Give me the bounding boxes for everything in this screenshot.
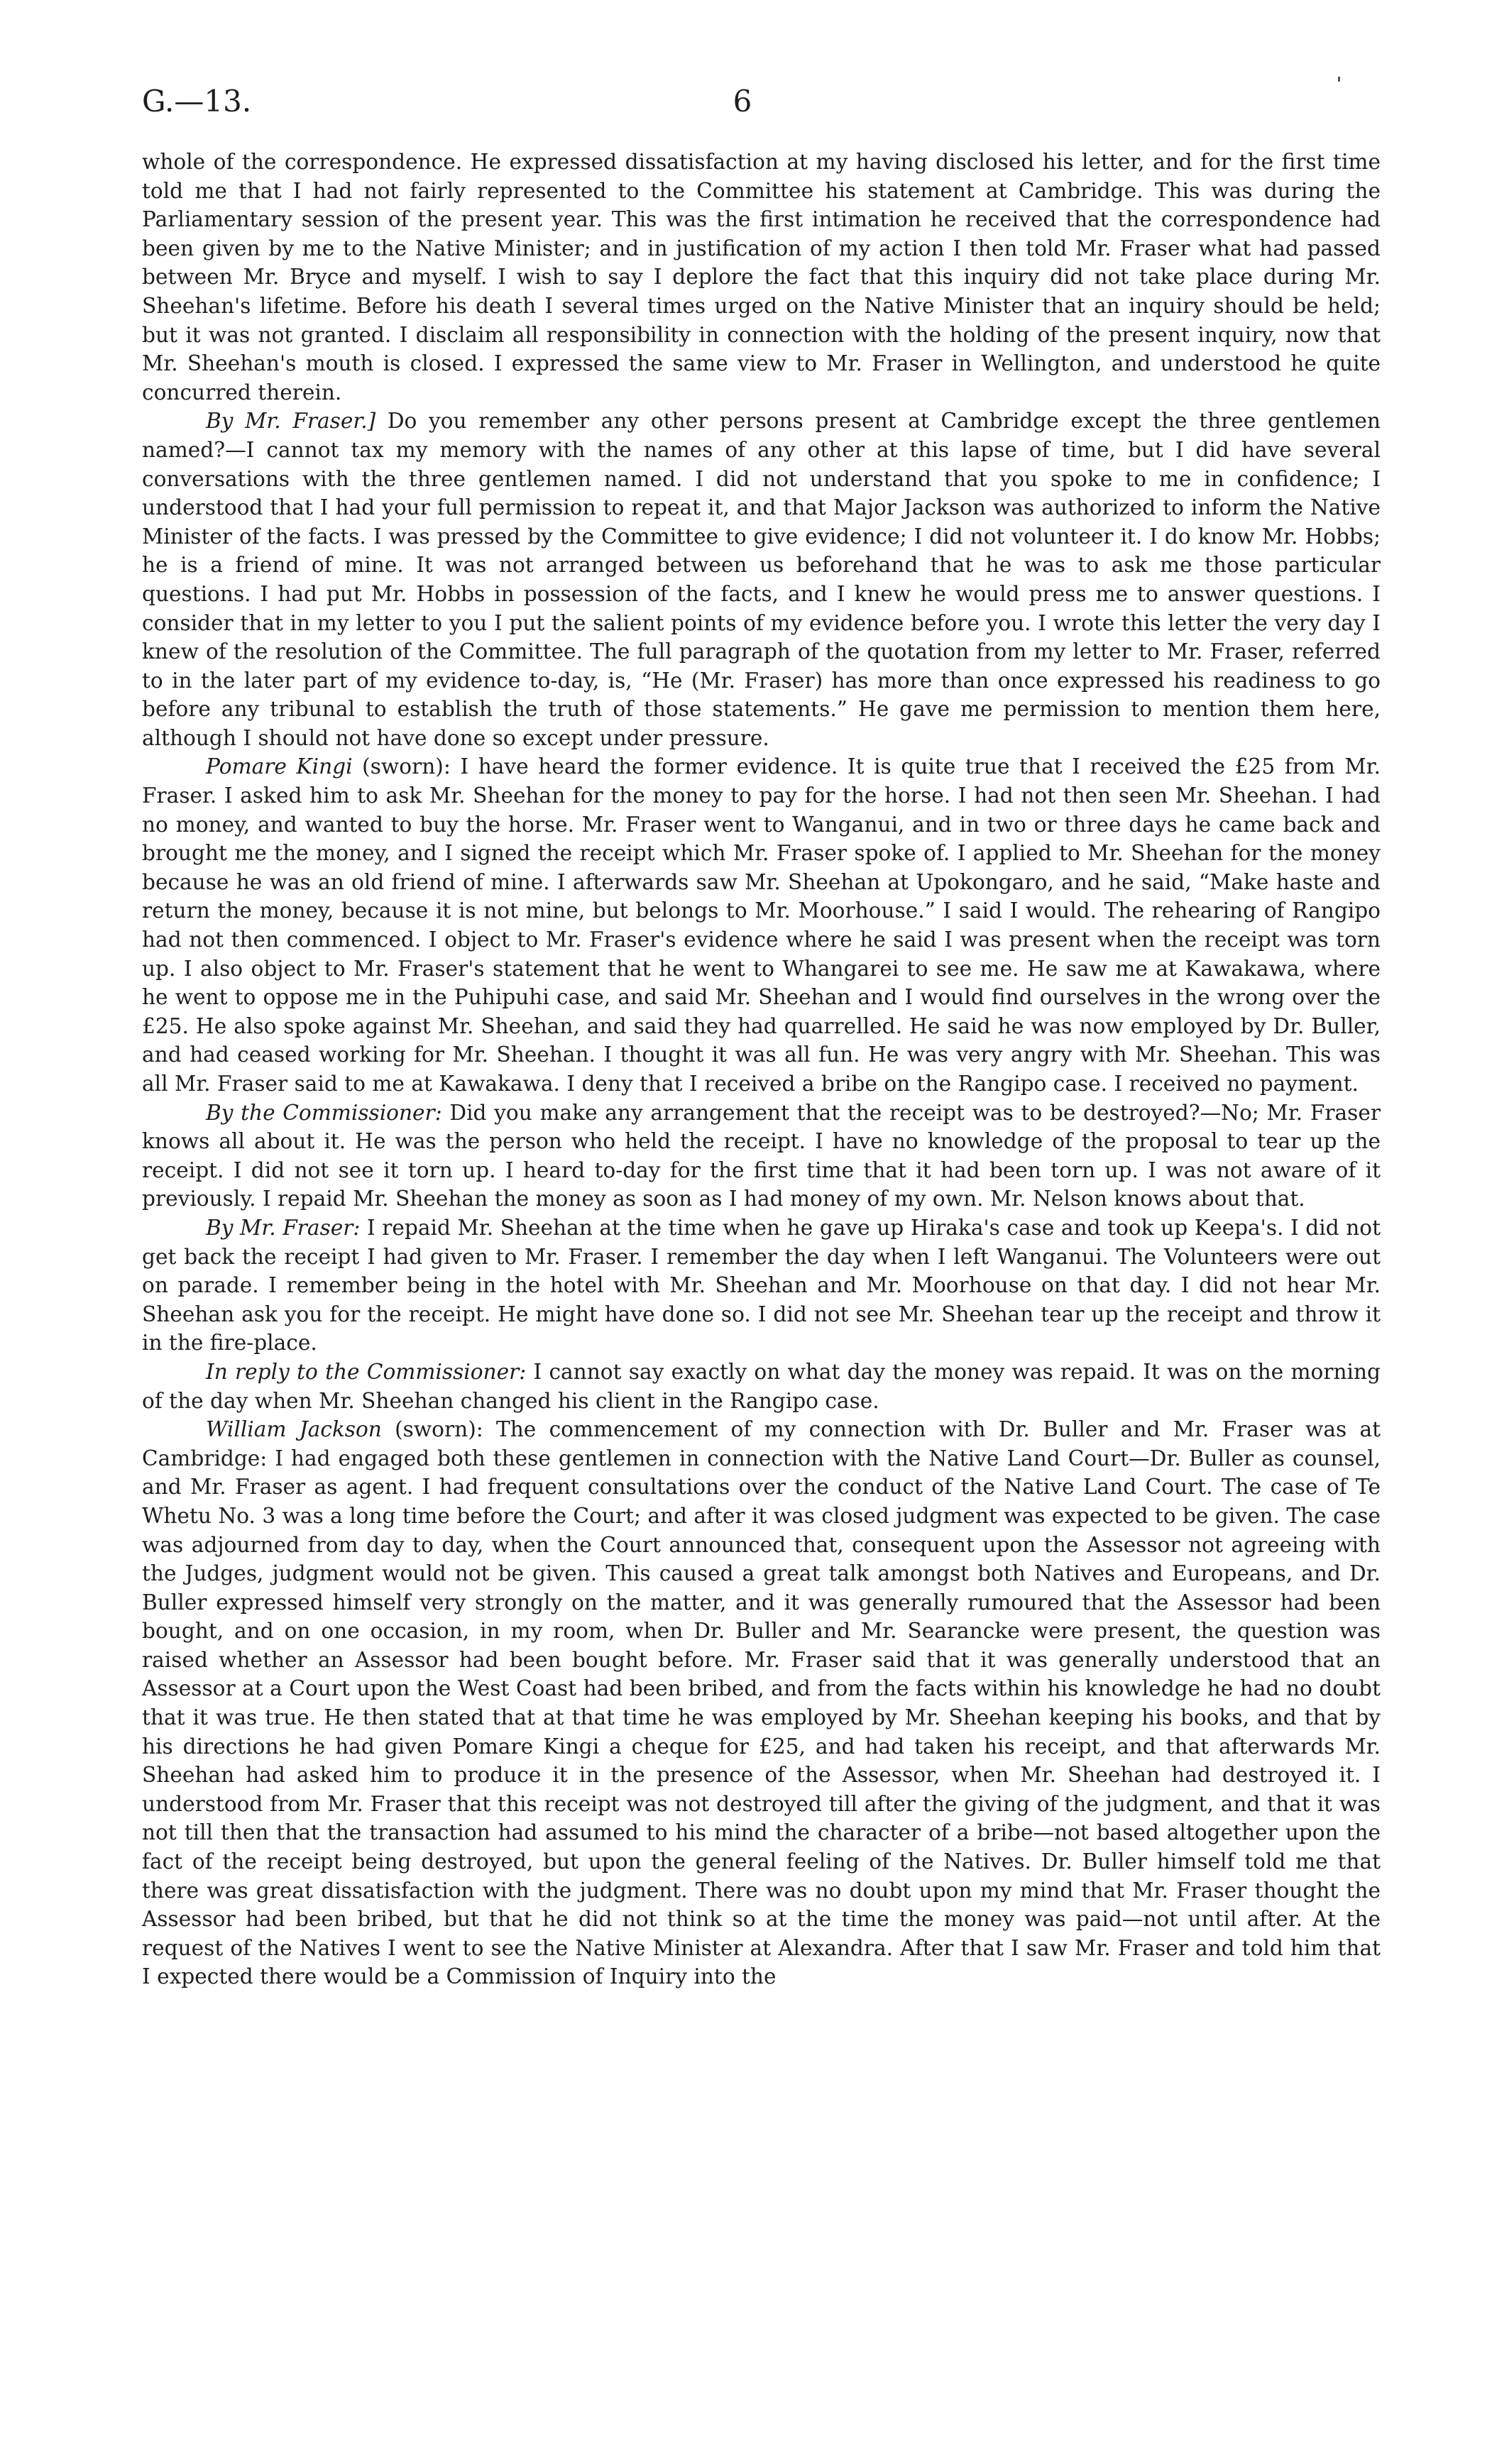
- speaker-label: William Jackson: [206, 1417, 382, 1442]
- document-reference: G.—13.: [142, 84, 252, 119]
- speaker-label: In reply to the Commissioner:: [206, 1359, 527, 1384]
- paragraph-text: I cannot say exactly on what day the money was repaid. It was on the morning of the day when Mr. Sheehan changed his client in the Rangipo case.: [142, 1359, 1381, 1413]
- paragraph-text: Did you make any arrangement that the receipt was to be destroyed?—No; Mr. Fraser knows all about it. He was the person who held the receipt. I have no knowledge of the proposal to tear up the receipt. I did not see it torn up. I heard to-day for the first time that it had been torn up. I was not aware of it previously. I repaid Mr. Sheehan the money as soon as I had money of my own. Mr. Nelson knows about that.: [142, 1100, 1381, 1211]
- paragraph-text: Do you remember any other persons present at Cambridge except the three gentlemen named?—I cannot tax my memory with the names of any other at this lapse of time, but I did have several conversations with the three gentlemen named. I did not understand that you spoke to me in confidence; I understood that I had your full permission to repeat it, and that Major Jackson was authorized to inform the Native Minister of the facts. I was pressed by the Committee to give evidence; I did not volunteer it. I do know Mr. Hobbs; he is a friend of mine. It was not arranged between us beforehand that he was to ask me those particular questions. I had put Mr. Hobbs in possession of the facts, and I knew he would press me to answer questions. I consider that in my letter to you I put the salient points of my evidence before you. I wrote this letter the very day I knew of the resolution of the Committee. The full paragraph of the quotation from my letter to Mr. Fraser, referred to in the later part of my evidence to-day, is, “He (Mr. Fraser) has more than once expressed his readiness to go before any tribunal to establish the truth of those statements.” He gave me permission to mention them here, although I should not have done so except under pressure.: [142, 409, 1381, 750]
- speaker-label: By the Commissioner:: [206, 1100, 442, 1125]
- paragraph-text: whole of the correspondence. He expressed dissatisfaction at my having disclosed his letter, and for the first time told me that I had not fairly represented to the Committee his statement at Cambridge. This was during the Parliamentary session of the present year. This was the first intimation he received that the correspondence had been given by me to the Native Minister; and in justification of my action I then told Mr. Fraser what had passed between Mr. Bryce and myself. I wish to say I deplore the fact that this inquiry did not take place during Mr. Sheehan's lifetime. Before his death I several times urged on the Native Minister that an inquiry should be held; but it was not granted. I disclaim all responsibility in connection with the holding of the present inquiry, now that Mr. Sheehan's mouth is closed. I expressed the same view to Mr. Fraser in Wellington, and understood he quite concurred therein.: [142, 150, 1381, 405]
- speaker-label: By Mr. Fraser.]: [206, 409, 376, 434]
- paragraph-text: I repaid Mr. Sheehan at the time when he gave up Hiraka's case and took up Keepa's. I did not get back the receipt I had given to Mr. Fraser. I remember the day when I left Wanganui. The Volunteers were out on parade. I remember being in the hotel with Mr. Sheehan and Mr. Moorhouse on that day. I did not hear Mr. Sheehan ask you for the receipt. He might have done so. I did not see Mr. Sheehan tear up the receipt and throw it in the fire-place.: [142, 1215, 1381, 1355]
- paragraph: [142, 1214, 1381, 1358]
- paragraph: [142, 407, 1381, 752]
- paragraph-text: (sworn): I have heard the former evidence. It is quite true that I received the £25 from Mr. Fraser. I asked him to ask Mr. Sheehan for the money to pay for the horse. I had not then seen Mr. Sheehan. I had no money, and wanted to buy the horse. Mr. Fraser went to Wanganui, and in two or three days he came back and brought me the money, and I signed the receipt which Mr. Fraser spoke of. I applied to Mr. Sheehan for the money because he was an old friend of mine. I afterwards saw Mr. Sheehan at Upokongaro, and he said, “Make haste and return the money, because it is not mine, but belongs to Mr. Moorhouse.” I said I would. The rehearing of Rangipo had not then commenced. I object to Mr. Fraser's evidence where he said I was present when the receipt was torn up. I also object to Mr. Fraser's statement that he went to Whangarei to see me. He saw me at Kawakawa, where he went to oppose me in the Puhipuhi case, and said Mr. Sheehan and I would find ourselves in the wrong over the £25. He also spoke against Mr. Sheehan, and said they had quarrelled. He said he was now employed by Dr. Buller, and had ceased working for Mr. Sheehan. I thought it was all fun. He was very angry with Mr. Sheehan. This was all Mr. Fraser said to me at Kawakawa. I deny that I received a bribe on the Rangipo case. I received no payment.: [142, 754, 1381, 1096]
- speaker-label: Pomare Kingi: [206, 754, 353, 779]
- paragraph-text: (sworn): The commencement of my connection with Dr. Buller and Mr. Fraser was at Cambridge: I had engaged both these gentlemen in connection with the Native Land Court—Dr. Buller as counsel, and Mr. Fraser as agent. I had frequent consultations over the conduct of the Native Land Court. The case of Te Whetu No. 3 was a long time before the Court; and after it was closed judgment was expected to be given. The case was adjourned from day to day, when the Court announced that, consequent upon the Assessor not agreeing with the Judges, judgment would not be given. This caused a great talk amongst both Natives and Europeans, and Dr. Buller expressed himself very strongly on the matter, and it was generally rumoured that the Assessor had been bought, and on one occasion, in my room, when Dr. Buller and Mr. Searancke were present, the question was raised whether an Assessor had been bought before. Mr. Fraser said that it was generally understood that an Assessor at a Court upon the West Coast had been bribed, and from the facts within his knowledge he had no doubt that it was true. He then stated that at that time he was employed by Mr. Sheehan keeping his books, and that by his directions he had given Pomare Kingi a cheque for £25, and had taken his receipt, and that afterwards Mr. Sheehan had asked him to produce it in the presence of the Assessor, when Mr. Sheehan had destroyed it. I understood from Mr. Fraser that this receipt was not destroyed till after the giving of the judgment, and that it was not till then that the transaction had assumed to his mind the character of a bribe—not based altogether upon the fact of the receipt being destroyed, but upon the general feeling of the Natives. Dr. Buller himself told me that there was great dissatisfaction with the judgment. There was no doubt upon my mind that Mr. Fraser thought the Assessor had been bribed, but that he did not think so at the time the money was paid—not until after. At the request of the Natives I went to see the Native Minister at Alexandra. After that I saw Mr. Fraser and told him that I expected there would be a Commission of Inquiry into the: [142, 1417, 1381, 1989]
- margin-mark: [1338, 77, 1340, 82]
- body-text: [142, 148, 1381, 1991]
- paragraph: [142, 1099, 1381, 1214]
- paragraph: [142, 1415, 1381, 1991]
- speaker-label: By Mr. Fraser:: [206, 1215, 361, 1240]
- page-number: 6: [733, 84, 752, 119]
- paragraph: [142, 752, 1381, 1098]
- page-header: [142, 84, 1343, 133]
- paragraph: [142, 1358, 1381, 1415]
- paragraph: [142, 148, 1381, 407]
